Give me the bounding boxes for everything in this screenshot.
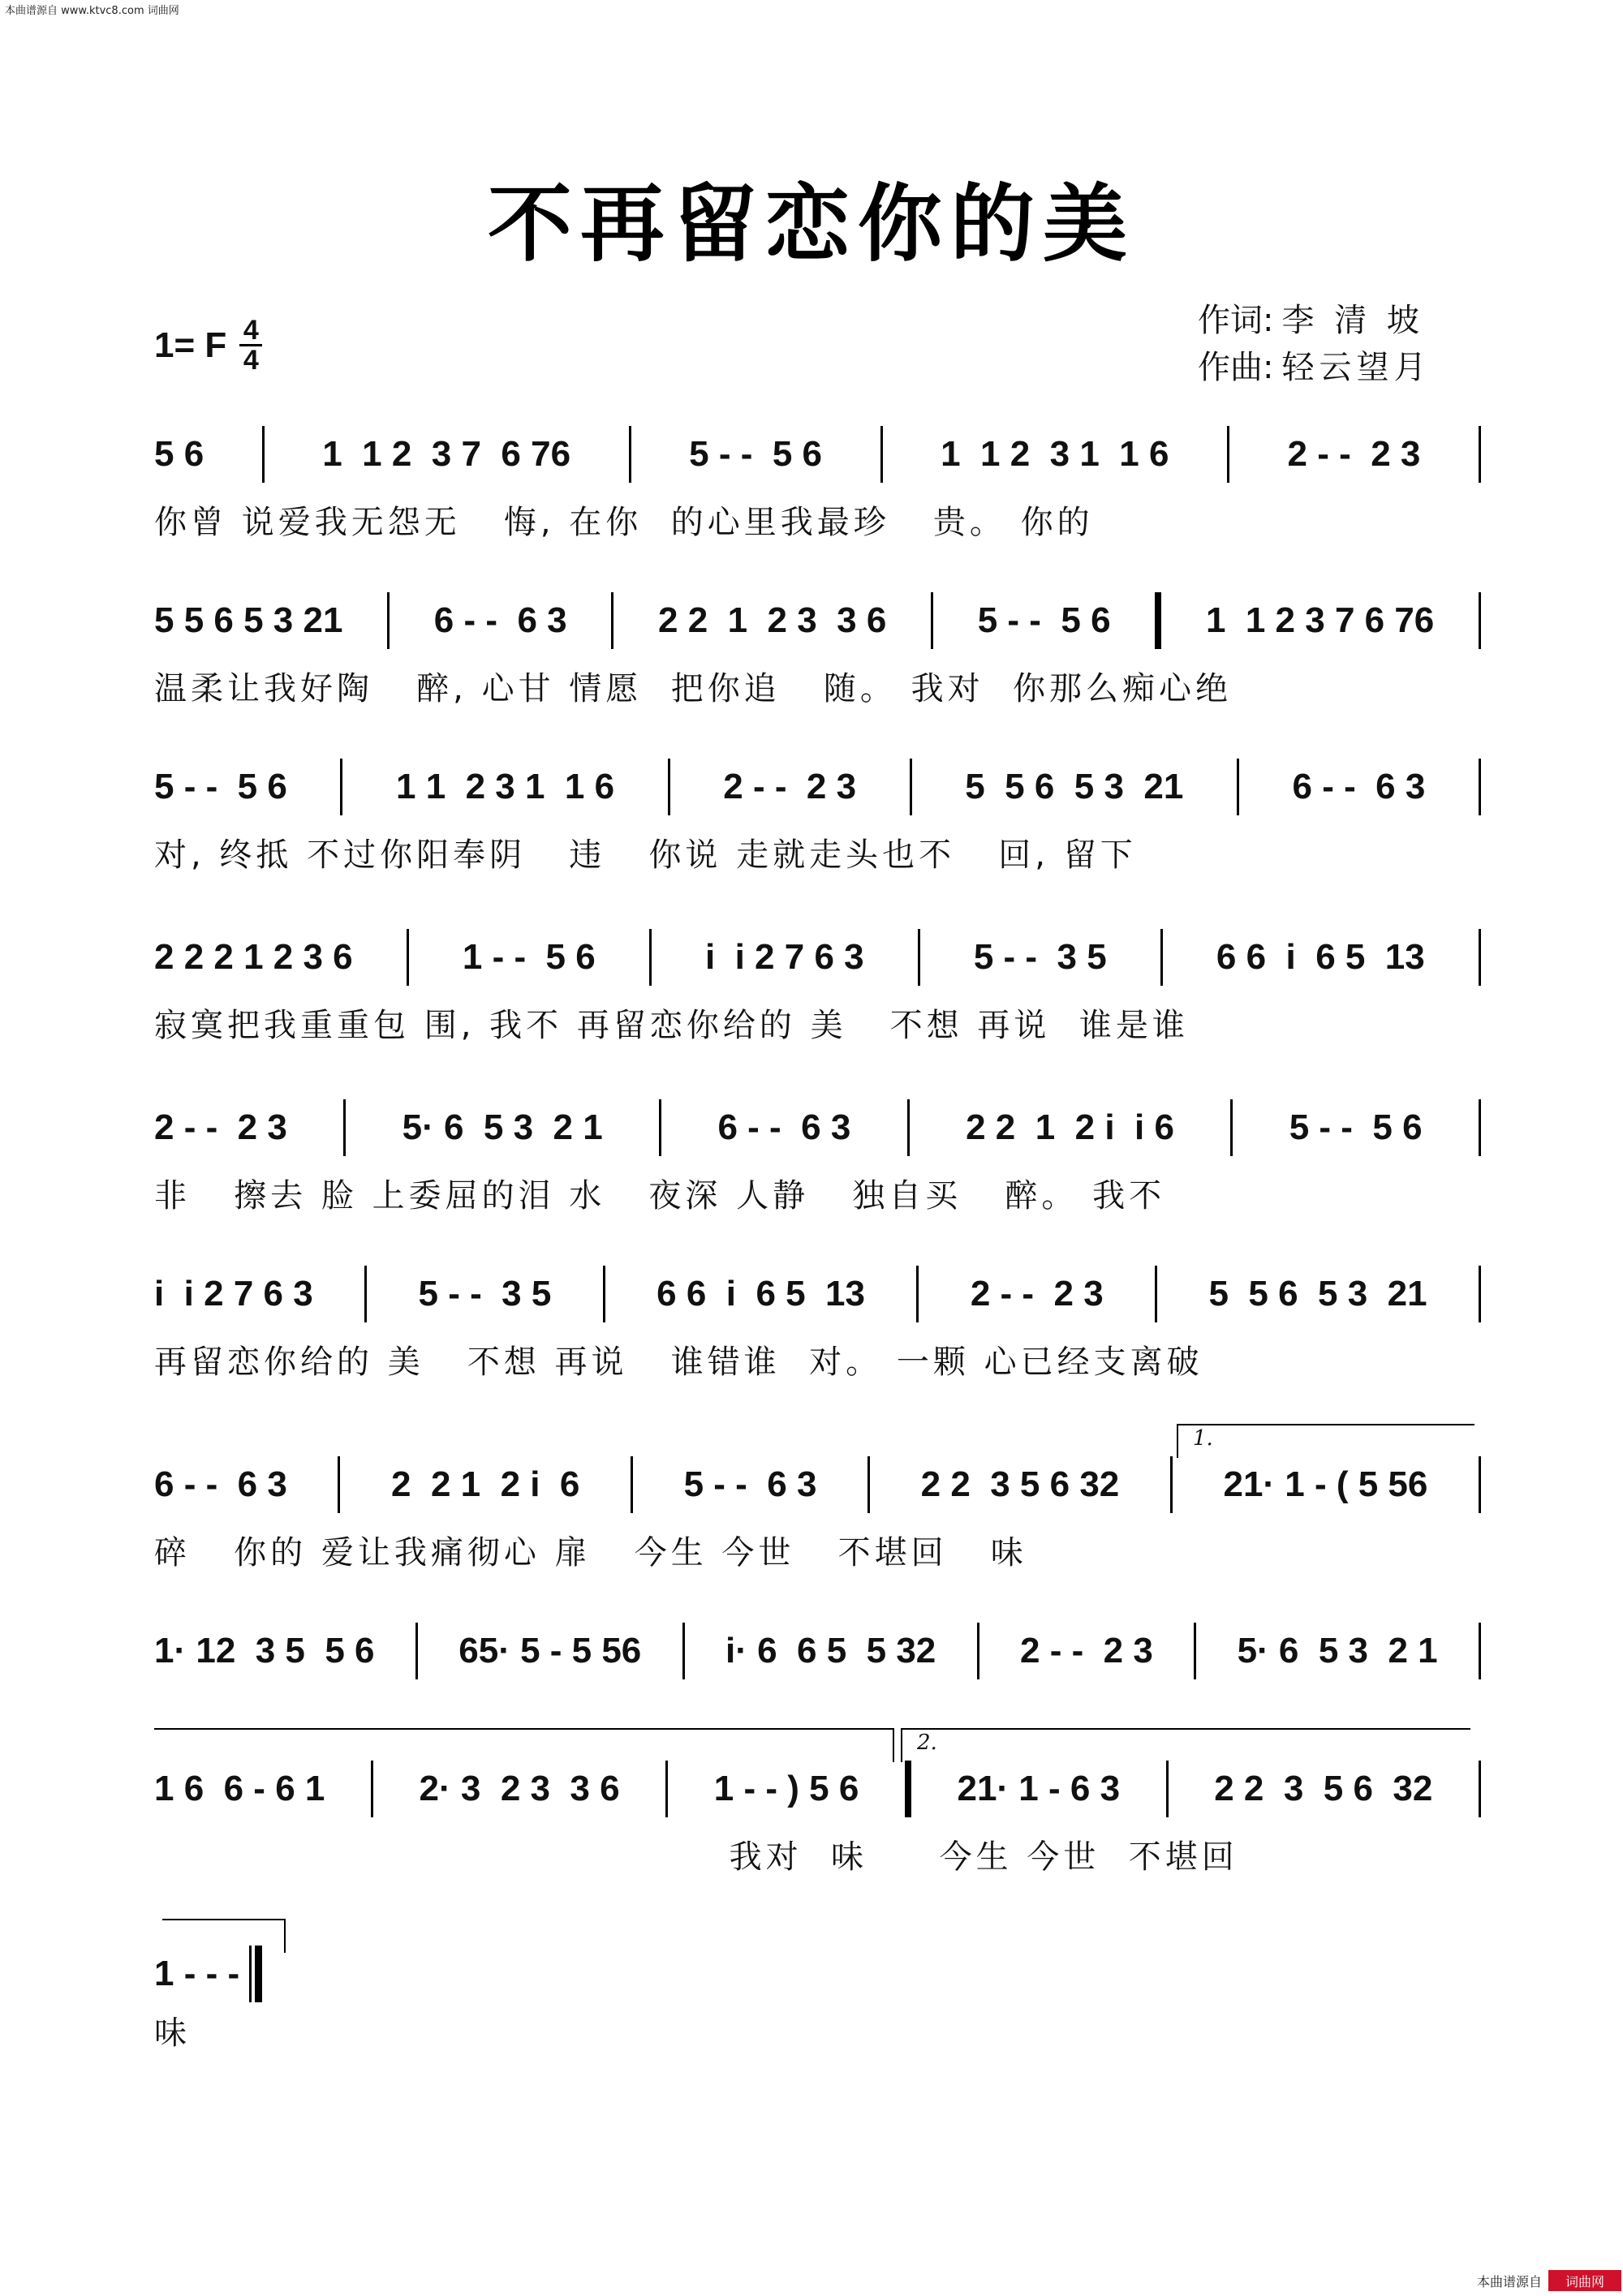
first-ending-number: 1. — [1193, 1426, 1213, 1451]
measure: 2 - - 2 3 — [723, 767, 857, 806]
measure: 6 6 i 6 5 13 — [1216, 937, 1425, 977]
composer-name: 轻云望月 — [1281, 349, 1431, 386]
measure: 2 2 3 5 6 32 — [1214, 1769, 1433, 1808]
measure: 5· 6 5 3 2 1 — [1237, 1631, 1438, 1670]
key-signature — [154, 316, 262, 374]
lyricist-name: 李 清 坡 — [1281, 302, 1424, 339]
measure: 2 - - 2 3 — [970, 1274, 1104, 1314]
measure: 21· 1 - 6 3 — [957, 1769, 1121, 1808]
notation-row — [154, 422, 1481, 487]
measure: i i 2 7 6 3 — [154, 1274, 313, 1314]
measure: 1 - - 5 6 — [462, 937, 596, 977]
measure: 2· 3 2 3 3 6 — [419, 1769, 620, 1808]
measure: 5 - - 5 6 — [1289, 1107, 1423, 1147]
lyricist-line — [1198, 297, 1431, 344]
credits — [1198, 297, 1431, 391]
measure: 1· 12 3 5 5 6 — [154, 1631, 375, 1670]
final-notes: 1 - - - — [154, 1954, 240, 1993]
lyrics-row: 我对 味 今生 今世 不堪回 — [154, 1838, 1238, 1876]
notation-row — [154, 925, 1481, 990]
measure: 6 - - 6 3 — [433, 600, 567, 640]
lyrics-row: 碎 你的 爱让我痛彻心 扉 今生 今世 不堪回 味 — [154, 1534, 1027, 1572]
measure: 2 - - 2 3 — [1287, 434, 1421, 474]
notation-row — [154, 588, 1481, 653]
measure: 2 2 1 2 i i 6 — [966, 1107, 1174, 1147]
measure: 1 6 6 - 6 1 — [154, 1769, 325, 1808]
measure: 2 2 1 2 i 6 — [391, 1464, 580, 1504]
lyrics-row: 你曾 说爱我无怨无 悔, 在你 的心里我最珍 贵。 你的 — [154, 504, 1094, 541]
measure: 6 - - 6 3 — [154, 1464, 287, 1504]
final-barline — [249, 1946, 262, 2002]
page-title: 不再留恋你的美 — [487, 174, 1135, 273]
measure: 5· 6 5 3 2 1 — [402, 1107, 603, 1147]
time-signature — [239, 316, 262, 374]
measure: 1 1 2 3 1 1 6 — [941, 434, 1169, 474]
measure: 6 - - 6 3 — [717, 1107, 851, 1147]
lyrics-row: 非 擦去 脸 上委屈的泪 水 夜深 人静 独自买 醉。 我不 — [154, 1177, 1166, 1215]
notation-row — [154, 1095, 1481, 1160]
measure: 2 2 2 1 2 3 6 — [154, 937, 353, 977]
measure: 65· 5 - 5 56 — [458, 1631, 642, 1670]
measure: 6 6 i 6 5 13 — [657, 1274, 866, 1314]
measure: 5 - - 5 6 — [689, 434, 822, 474]
measure: 2 2 1 2 3 3 6 — [658, 600, 887, 640]
measure: 5 5 6 5 3 21 — [965, 767, 1184, 806]
measure: i· 6 6 5 5 32 — [725, 1631, 936, 1670]
measure: 5 5 6 5 3 21 — [154, 600, 343, 640]
measure: 2 - - 2 3 — [1020, 1631, 1153, 1670]
time-numerator: 4 — [243, 315, 259, 346]
composer-line — [1198, 344, 1431, 391]
measure: 1 1 2 3 7 6 76 — [322, 434, 571, 474]
key-label: 1= F — [154, 325, 227, 365]
measure: 5 - - 5 6 — [154, 767, 287, 806]
measure: 5 5 6 5 3 21 — [1208, 1274, 1427, 1314]
measure: 21· 1 - ( 5 56 — [1223, 1464, 1428, 1504]
measure: 2 - - 2 3 — [154, 1107, 287, 1147]
watermark-top: 本曲谱源自 www.ktvc8.com 词曲网 — [5, 5, 179, 17]
measure: 2 2 3 5 6 32 — [920, 1464, 1120, 1504]
measure: i i 2 7 6 3 — [704, 937, 864, 977]
measure: 1 - - ) 5 6 — [713, 1769, 859, 1808]
measure: 5 - - 3 5 — [973, 937, 1107, 977]
lyrics-row: 温柔让我好陶 醉, 心甘 情愿 把你追 随。 我对 你那么痴心绝 — [154, 670, 1233, 707]
lyrics-row: 再留恋你给的 美 不想 再说 谁错谁 对。 一颗 心已经支离破 — [154, 1344, 1203, 1381]
final-lyric: 味 — [154, 2014, 187, 2052]
measure: 1 1 2 3 1 1 6 — [396, 767, 615, 806]
measure: 5 - - 5 6 — [977, 600, 1111, 640]
notation-row — [154, 755, 1481, 819]
notation-row — [154, 1262, 1481, 1326]
measure: 5 - - 3 5 — [418, 1274, 552, 1314]
composer-label: 作曲: — [1198, 349, 1274, 386]
measure: 1 1 2 3 7 6 76 — [1205, 600, 1435, 640]
measure: 5 6 — [154, 434, 204, 474]
measure: 6 - - 6 3 — [1292, 767, 1426, 806]
measure: 5 - - 6 3 — [683, 1464, 817, 1504]
time-denominator: 4 — [243, 345, 259, 376]
final-measure — [154, 1946, 262, 2002]
site-logo: 词曲网 — [1548, 2270, 1621, 2291]
notation-row — [154, 1452, 1481, 1517]
lyrics-row: 寂寞把我重重包 围, 我不 再留恋你给的 美 不想 再说 谁是谁 — [154, 1007, 1189, 1044]
lyricist-label: 作词: — [1198, 302, 1274, 339]
second-ending-number: 2. — [917, 1731, 937, 1755]
notation-row — [154, 1619, 1481, 1683]
notation-row — [154, 1756, 1481, 1821]
lyrics-row: 对, 终抵 不过你阳奉阴 违 你说 走就走头也不 回, 留下 — [154, 836, 1137, 874]
watermark-bottom: 本曲谱源自 — [1476, 2274, 1542, 2290]
